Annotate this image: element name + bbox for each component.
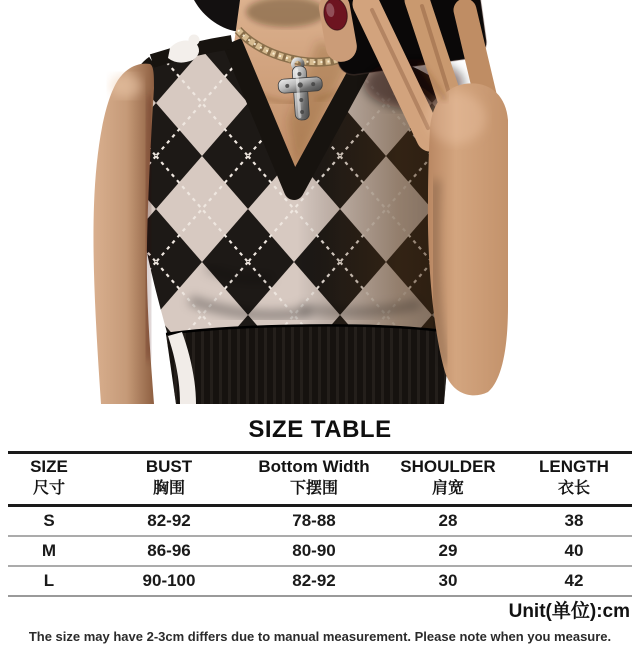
- cell: 30: [380, 566, 516, 596]
- unit-label: Unit(单位):cm: [508, 601, 630, 623]
- size-table-section: [8, 416, 632, 645]
- cell: 82-92: [248, 566, 380, 596]
- cell: 40: [516, 536, 632, 566]
- header-row: [8, 453, 632, 506]
- col-header-bust: BUST 胸围: [90, 453, 248, 506]
- table-row-m: [8, 536, 632, 566]
- col-header-size: SIZE 尺寸: [8, 453, 90, 506]
- col-header-bottom-width: Bottom Width 下摆围: [248, 453, 380, 506]
- cell: 78-88: [248, 506, 380, 537]
- cell: 82-92: [90, 506, 248, 537]
- cell: 86-96: [90, 536, 248, 566]
- cell: 28: [380, 506, 516, 537]
- col-header-length: LENGTH 衣长: [516, 453, 632, 506]
- size-table: [8, 451, 632, 597]
- cell: S: [8, 506, 90, 537]
- table-row-l: [8, 566, 632, 596]
- cell: 38: [516, 506, 632, 537]
- col-header-shoulder: SHOULDER 肩宽: [380, 453, 516, 506]
- cell: M: [8, 536, 90, 566]
- cell: 42: [516, 566, 632, 596]
- cell: 80-90: [248, 536, 380, 566]
- size-table-title: SIZE TABLE: [248, 416, 392, 443]
- ribbed-waistband: [166, 325, 450, 404]
- cell: L: [8, 566, 90, 596]
- cell: 29: [380, 536, 516, 566]
- measurement-note: The size may have 2-3cm differs due to manual measurement. Please note when you measure.: [28, 629, 612, 645]
- cell: 90-100: [90, 566, 248, 596]
- table-row-s: [8, 506, 632, 537]
